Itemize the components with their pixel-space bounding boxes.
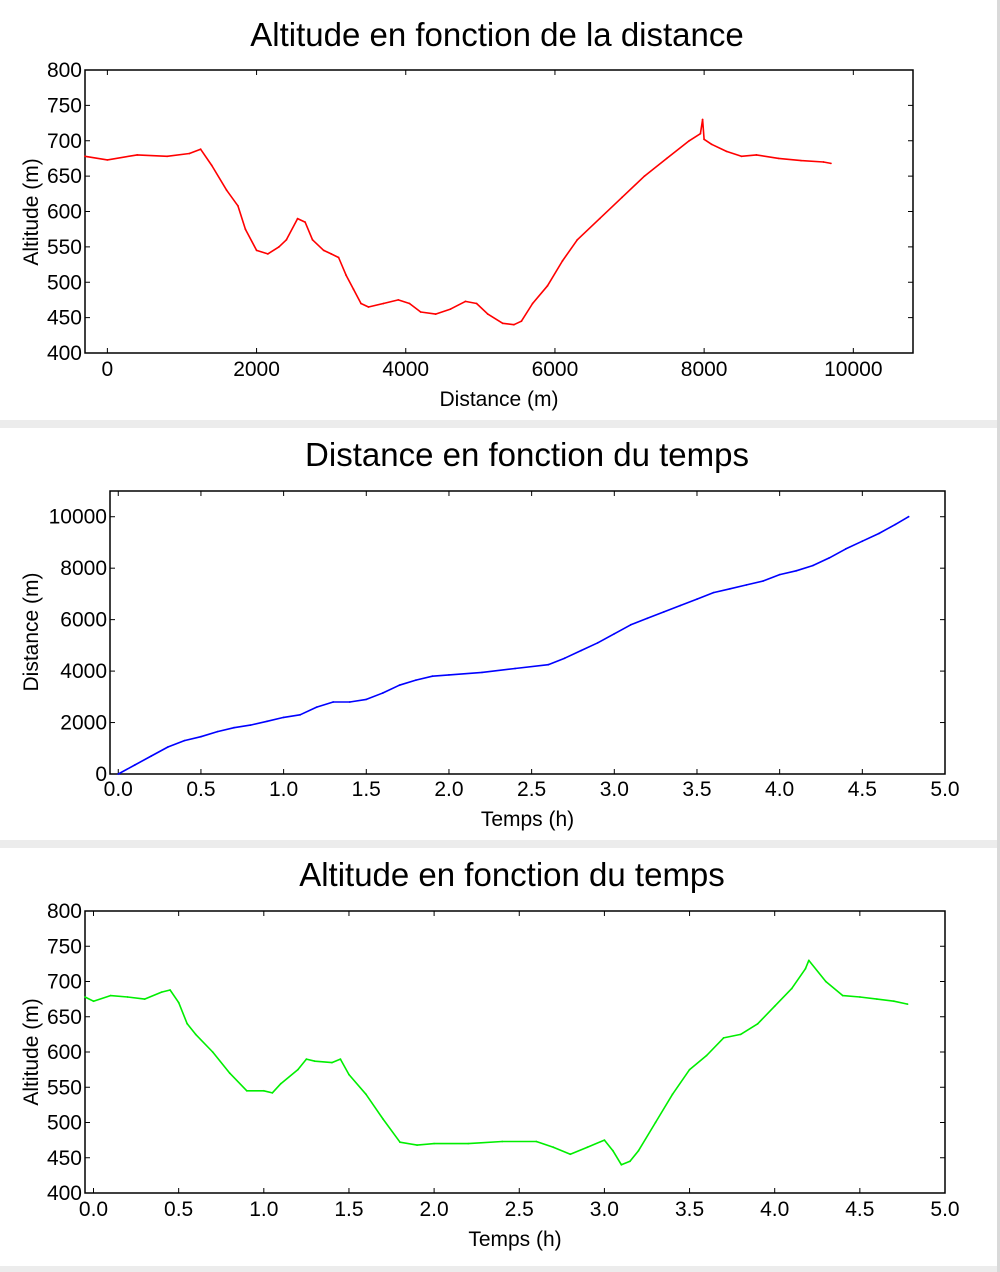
data-point (629, 1160, 631, 1162)
x-tick-label: 0.5 (164, 1198, 194, 1221)
data-point (713, 592, 715, 594)
data-point (306, 1058, 308, 1060)
data-point (161, 991, 163, 993)
y-tick-label: 700 (46, 970, 82, 994)
y-tick-label: 600 (46, 1041, 82, 1064)
data-point (779, 574, 781, 576)
data-point (332, 701, 334, 703)
data-point (778, 158, 780, 160)
y-tick-label: 10000 (48, 505, 107, 529)
data-point (612, 1150, 614, 1152)
data-point (433, 1143, 435, 1145)
data-point (569, 1153, 571, 1155)
data-point (420, 311, 422, 313)
chart-title: Altitude en fonction de la distance (250, 16, 744, 53)
data-point (365, 1093, 367, 1095)
data-point (256, 250, 258, 252)
data-point (547, 664, 549, 666)
data-point (110, 995, 112, 997)
data-point (630, 624, 632, 626)
y-tick-label: 800 (46, 900, 82, 923)
data-point (212, 1051, 214, 1053)
data-point (93, 1000, 95, 1002)
data-point (895, 524, 897, 526)
data-point (729, 588, 731, 590)
data-point (217, 731, 219, 733)
data-point (711, 143, 713, 145)
data-point (211, 165, 213, 167)
data-point (688, 140, 690, 142)
data-point (195, 1034, 197, 1036)
data-point (564, 657, 566, 659)
y-tick-label: 650 (46, 165, 82, 189)
x-tick-label: 2.5 (517, 778, 547, 801)
y-tick-label: 500 (46, 1111, 82, 1135)
data-point (382, 692, 384, 694)
data-point (893, 1000, 895, 1002)
data-point (167, 746, 169, 748)
y-tick-label: 550 (46, 235, 82, 259)
data-point (383, 303, 385, 305)
data-point (432, 675, 434, 677)
data-point (245, 228, 247, 230)
data-point (680, 605, 682, 607)
data-point (250, 724, 252, 726)
data-point (134, 764, 136, 766)
data-point (830, 163, 832, 165)
x-tick-label: 3.0 (589, 1198, 620, 1221)
data-point (644, 175, 646, 177)
data-point (552, 1146, 554, 1148)
data-point (184, 740, 186, 742)
bottom-border (0, 1266, 1000, 1272)
chart-title: Altitude en fonction du temps (299, 856, 725, 893)
data-point (314, 1060, 316, 1062)
data-point (859, 996, 861, 998)
y-tick-label: 800 (46, 59, 82, 82)
panel-separator (0, 840, 1000, 848)
data-point (666, 158, 668, 160)
chart-title: Distance en fonction du temps (305, 436, 749, 473)
data-point (299, 714, 301, 716)
y-tick-label: 650 (46, 1005, 82, 1029)
data-point (365, 699, 367, 701)
x-tick-label: 0.0 (78, 1198, 109, 1221)
chart-panel-distance-time (0, 428, 996, 840)
plot-area-frame (85, 70, 913, 353)
data-point (587, 1146, 589, 1148)
data-point (345, 274, 347, 276)
data-point (368, 306, 370, 308)
y-tick-label: 8000 (60, 557, 107, 581)
data-point (246, 1090, 248, 1092)
data-point (757, 1023, 759, 1025)
data-point (726, 151, 728, 153)
data-point (127, 996, 129, 998)
x-tick-label: 1.5 (351, 778, 381, 801)
data-point (774, 1005, 776, 1007)
data-point (501, 1141, 503, 1143)
data-point (823, 161, 825, 163)
y-tick-label: 400 (46, 342, 82, 365)
data-point (399, 684, 401, 686)
data-point (186, 1023, 188, 1025)
data-point (136, 154, 138, 156)
data-point (805, 968, 807, 970)
data-point (267, 253, 269, 255)
data-point (876, 998, 878, 1000)
data-point (280, 1083, 282, 1085)
chart-distance-vs-time (0, 428, 996, 840)
y-tick-label: 4000 (60, 660, 107, 684)
data-point (795, 570, 797, 572)
data-point (312, 239, 314, 241)
y-tick-label: 750 (46, 94, 82, 118)
data-point (481, 672, 483, 674)
y-tick-label: 700 (46, 129, 82, 153)
data-point (84, 155, 86, 157)
x-tick-label: 4.0 (765, 778, 795, 801)
data-point (229, 1072, 231, 1074)
y-tick-label: 600 (46, 200, 82, 224)
plot-area-frame (85, 911, 945, 1193)
y-axis-label: Altitude (m) (20, 158, 43, 266)
data-point (791, 988, 793, 990)
y-tick-label: 550 (46, 1076, 82, 1100)
x-tick-label: 1.0 (269, 778, 299, 801)
data-point (700, 133, 702, 135)
data-point (655, 1122, 657, 1124)
data-point (740, 1034, 742, 1036)
x-tick-label: 2.5 (504, 1198, 534, 1221)
data-point (907, 1003, 909, 1005)
data-point (647, 617, 649, 619)
y-tick-label: 2000 (60, 711, 107, 735)
x-axis-label: Temps (h) (480, 808, 575, 831)
data-point (706, 1055, 708, 1057)
data-point (621, 196, 623, 198)
data-point (513, 324, 515, 326)
data-point (237, 205, 239, 207)
data-point (200, 736, 202, 738)
data-point (521, 320, 523, 322)
x-tick-label: 2.0 (419, 1198, 449, 1221)
y-tick-label: 6000 (60, 608, 107, 632)
data-point (597, 642, 599, 644)
x-tick-label: 8000 (680, 358, 728, 381)
data-point (323, 250, 325, 252)
data-point (382, 1118, 384, 1120)
x-axis-label: Distance (m) (439, 388, 559, 411)
chart-altitude-vs-time (0, 848, 996, 1266)
x-tick-label: 2.0 (434, 778, 464, 801)
y-tick-label: 400 (46, 1182, 82, 1205)
x-tick-label: 5.0 (930, 778, 960, 801)
data-point (397, 299, 399, 301)
data-point (189, 153, 191, 155)
data-point (621, 1164, 623, 1166)
x-tick-label: 4000 (382, 358, 430, 381)
data-point (741, 155, 743, 157)
x-tick-label: 2000 (233, 358, 280, 381)
y-axis-label: Altitude (m) (20, 998, 43, 1106)
panel-separator (0, 420, 1000, 428)
data-point (808, 960, 810, 962)
data-point (144, 998, 146, 1000)
data-point (638, 1150, 640, 1152)
data-point (416, 1144, 418, 1146)
data-point (348, 1074, 350, 1076)
data-point (271, 1092, 273, 1094)
data-point (812, 565, 814, 567)
data-point (286, 239, 288, 241)
x-tick-label: 0.0 (103, 778, 133, 801)
data-point (663, 611, 665, 613)
chart-altitude-vs-distance (0, 0, 996, 420)
data-point (842, 995, 844, 997)
data-point (746, 584, 748, 586)
x-axis-label: Temps (h) (468, 1228, 562, 1251)
data-point (825, 981, 827, 983)
x-tick-label: 4.5 (845, 1198, 875, 1221)
data-point (535, 1141, 537, 1143)
data-point (316, 706, 318, 708)
data-point (169, 989, 171, 991)
x-tick-label: 4.0 (760, 1198, 790, 1221)
data-point (756, 154, 758, 156)
data-point (226, 189, 228, 191)
data-point (200, 148, 202, 150)
data-point (353, 288, 355, 290)
y-tick-label: 450 (46, 1146, 82, 1170)
data-point (689, 1069, 691, 1071)
data-point (107, 159, 109, 161)
x-tick-label: 1.5 (334, 1198, 364, 1221)
data-point (349, 701, 351, 703)
x-tick-label: 3.5 (682, 778, 712, 801)
data-point (450, 308, 452, 310)
data-point (330, 253, 332, 255)
y-tick-label: 750 (46, 935, 82, 959)
x-tick-label: 1.0 (249, 1198, 279, 1221)
x-tick-label: 4.5 (847, 778, 877, 801)
data-point (331, 1062, 333, 1064)
data-point (696, 598, 698, 600)
data-point (399, 1141, 401, 1143)
y-axis-label: Distance (m) (20, 572, 43, 692)
data-point (861, 540, 863, 542)
data-point (703, 138, 705, 140)
data-point (878, 533, 880, 535)
data-point (562, 260, 564, 262)
x-tick-label: 10000 (824, 358, 883, 381)
data-point (278, 246, 280, 248)
data-point (283, 717, 285, 719)
data-point (800, 160, 802, 162)
data-point (297, 1069, 299, 1071)
x-tick-label: 5.0 (930, 1198, 960, 1221)
data-point (338, 257, 340, 259)
data-point (178, 1002, 180, 1004)
data-point (487, 313, 489, 315)
y-tick-label: 500 (46, 271, 82, 295)
data-point (502, 322, 504, 324)
data-point (828, 557, 830, 559)
x-tick-label: 0.5 (186, 778, 216, 801)
data-point (263, 1090, 265, 1092)
data-point (514, 668, 516, 670)
data-point (297, 218, 299, 220)
data-point (84, 996, 86, 998)
data-point (576, 239, 578, 241)
y-tick-label: 450 (46, 306, 82, 330)
data-point (476, 303, 478, 305)
data-point (166, 155, 168, 157)
x-tick-label: 3.5 (674, 1198, 705, 1221)
data-point (672, 1093, 674, 1095)
data-point (304, 221, 306, 223)
data-point (723, 1037, 725, 1039)
chart-panel-altitude-time (0, 848, 996, 1266)
data-point (467, 1143, 469, 1145)
data-point (465, 301, 467, 303)
x-tick-label: 0 (101, 358, 114, 381)
data-point (762, 580, 764, 582)
data-point (117, 773, 119, 775)
data-point (613, 633, 615, 635)
data-point (532, 303, 534, 305)
x-tick-label: 6000 (531, 358, 579, 381)
data-point (266, 720, 268, 722)
data-point (435, 313, 437, 315)
y-tick-label: 0 (95, 763, 107, 786)
data-point (908, 516, 910, 518)
data-point (415, 679, 417, 681)
data-point (150, 755, 152, 757)
data-point (845, 548, 847, 550)
plot-area-frame (110, 491, 945, 774)
data-point (580, 650, 582, 652)
x-tick-label: 3.0 (599, 778, 629, 801)
data-point (360, 303, 362, 305)
data-point (604, 1139, 606, 1141)
data-point (233, 727, 235, 729)
data-point (599, 218, 601, 220)
data-point (547, 285, 549, 287)
data-point (340, 1058, 342, 1060)
chart-panel-altitude-distance (0, 0, 996, 420)
data-point (448, 674, 450, 676)
data-point (702, 119, 704, 121)
data-point (409, 303, 411, 305)
